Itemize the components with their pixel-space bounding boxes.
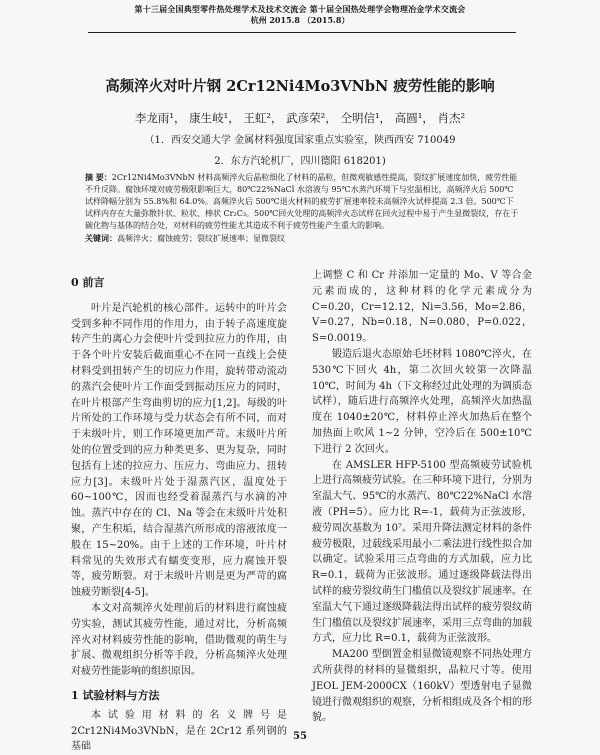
left-column bbox=[71, 268, 287, 755]
intro-paragraph-1: 叶片是汽轮机的核心部件。运转中的叶片会受到多种不同作用的作用力，由于转子高速度旋转产生的离心力会使叶片受到拉应力的作用，由于各个叶片安装后截面重心不在同一直线上会使材料受到扭转产生的切应力作用，旋转带动流动的蒸汽会使叶片工作面受到振动压应力的同时，在叶片根部产生弯曲剪切的应力[1,2]。每级的叶片所处的工作环境与受力状态会有所不同，而对于末级叶片，则工作环境更加严苛。末级叶片所处的位置受到的应力种类更多、更为复杂，同时包括有上述的拉应力、压应力、弯曲应力、扭转应力[3]。末级叶片处于湿蒸汽区，温度处于 60~100℃，因而也经受着湿蒸汽与水滴的冲蚀。蒸汽中存在的 Cl、Na 等会在末级叶片处积聚，产生积垢，结合湿蒸汽所形成的溶液浓度一般在 15~20%。由于上述的工作环境，叶片材料常见的失效形式有蠕变变形，应力腐蚀开裂等，疲劳断裂。对于末级叶片则是更为严苛的腐蚀疲劳断裂[4-5]。 bbox=[71, 302, 287, 599]
keywords-line bbox=[85, 232, 520, 245]
header-date: （2015.8） bbox=[302, 15, 350, 25]
methods-fatigue-test-paragraph: 在 AMSLER HFP-5100 型高频疲劳试验机上进行高频疲劳试验。在三种环境下进行，分别为室温大气、95℃的水蒸汽、80℃22%NaCl 水溶液（PH=5）。应力比 R=-1，载荷为正弦波形，疲劳周次基数为 10⁷。采用升降法测定材料的条件疲劳极限，过载线采用最小二乘法进行线性拟合加以确定。试验采用三点弯曲的方式加载，应力比 R=0.1，载荷为正弦波形。通过逐级降载法得出试样的疲劳裂纹萌生门槛值以及裂纹扩展速率。在室温大气下通过逐级降载法得出试样的疲劳裂纹萌生门槛值以及裂纹扩展速率，采用三点弯曲的加载方式，应力比 R=0.1，载荷为正弦波形。 bbox=[312, 459, 532, 645]
methods-heat-treatment-paragraph: 锻造后退火态原始毛坯材料 1080℃淬火，在 530℃下回火 4h，第二次回火较第一次降温 10℃，时间为 4h（下文称经过此处理的为调质态试样），随后进行高频淬火处理，高频淬火加热温度在 1040±20℃，材料停止淬火加热后在整个加热面上吹风 1~2 分钟，空冷后在 500±10℃下进行 2 次回火。 bbox=[312, 348, 532, 455]
header-location: 杭州 2015.8 bbox=[250, 15, 300, 25]
abstract-paragraph bbox=[85, 171, 520, 232]
methods-composition-paragraph: 上调整 C 和 Cr 并添加一定量的 Mo、V 等合金元素而成的，这种材料的化学元素成分为 C=0.20，Cr=12.12，Ni=3.56，Mo=2.86，V=0.27，Nb=0.18，N=0.080，P=0.022，S=0.0019。 bbox=[312, 270, 532, 345]
section-heading-introduction: 0 前言 bbox=[71, 276, 105, 289]
affiliation-1: （1．西安交通大学 金属材料强度国家重点实验室，陕西西安 710049 bbox=[144, 135, 456, 146]
header-divider bbox=[88, 32, 516, 33]
methods-microscopy-paragraph: MA200 型倒置金相显微镜观察不同热处理方式所获得的材料的显微组织，晶粒尺寸等。使用 JEOL JEM-2000CX（160kV）型透射电子显微镜进行微观组织的观察，分析相组成及各个相的形貌。 bbox=[312, 649, 532, 724]
abstract-block bbox=[85, 171, 520, 245]
header-conference-names: 第十三届全国典型零件热处理学术及技术交流会 第十届全国热处理学会物理冶金学术交流会 bbox=[134, 4, 466, 14]
header-location-date bbox=[0, 15, 600, 26]
keywords-text: 高频淬火；腐蚀疲劳；裂纹扩展速率；显微裂纹 bbox=[117, 234, 285, 243]
methods-paragraph-1: 本试验用材料的名义牌号是 2Cr12Ni4Mo3VNbN，是在 2Cr12 系列钢的基础 bbox=[71, 709, 287, 753]
intro-paragraph-2: 本文对高频淬火处理前后的材料进行腐蚀疲劳实验，测试其疲劳性能，通过对比，分析高频淬火对材料疲劳性能的影响，借助微观的萌生与扩展、微观组织分析等手段，分析高频淬火处理对疲劳性能影响的组织原因。 bbox=[71, 602, 287, 678]
page-number: 55 bbox=[293, 731, 307, 742]
affiliation-2: 2．东方汽轮机厂，四川德阳 618201) bbox=[214, 156, 386, 167]
abstract-text: 2Cr12Ni4Mo3VNbN 材料高频淬火后晶粒细化了材料的晶粒，但微观敏感性提高，裂纹扩展速度加快，疲劳性能不升反降。腐蚀环境对疲劳极限影响巨大，80℃22%NaCl 水溶液与 95℃水蒸汽环境下与室温相比，高频淬火后 500℃试样降幅分别为 55.8%和 64.0%。高频淬火后 500℃退火材料的疲劳扩展速率较未高频淬火试样提高 2.3 倍。500℃下试样内存在大量弥散针状、粒状、棒状 Cr₂C₃。500℃回火处理的高频淬火态试样在回火过程中易于产生显微裂纹，存在于碳化物与基体的结合处，对材料的疲劳性能尤其造成不利于疲劳性能产生重大的影响。 bbox=[85, 173, 519, 230]
author-list: 李龙雨¹， 康生岐¹， 王虹²， 武彦荣²， 仝明信¹， 高圆¹， 肖杰² bbox=[134, 111, 466, 125]
abstract-label: 摘 要： bbox=[85, 172, 112, 182]
conference-header bbox=[0, 0, 600, 26]
section-heading-materials-methods: 1 试验材料与方法 bbox=[71, 688, 160, 702]
keywords-label: 关键词： bbox=[85, 233, 117, 243]
paper-title: 高频淬火对叶片钢 2Cr12Ni4Mo3VNbN 疲劳性能的影响 bbox=[105, 78, 495, 95]
right-column bbox=[312, 268, 532, 726]
